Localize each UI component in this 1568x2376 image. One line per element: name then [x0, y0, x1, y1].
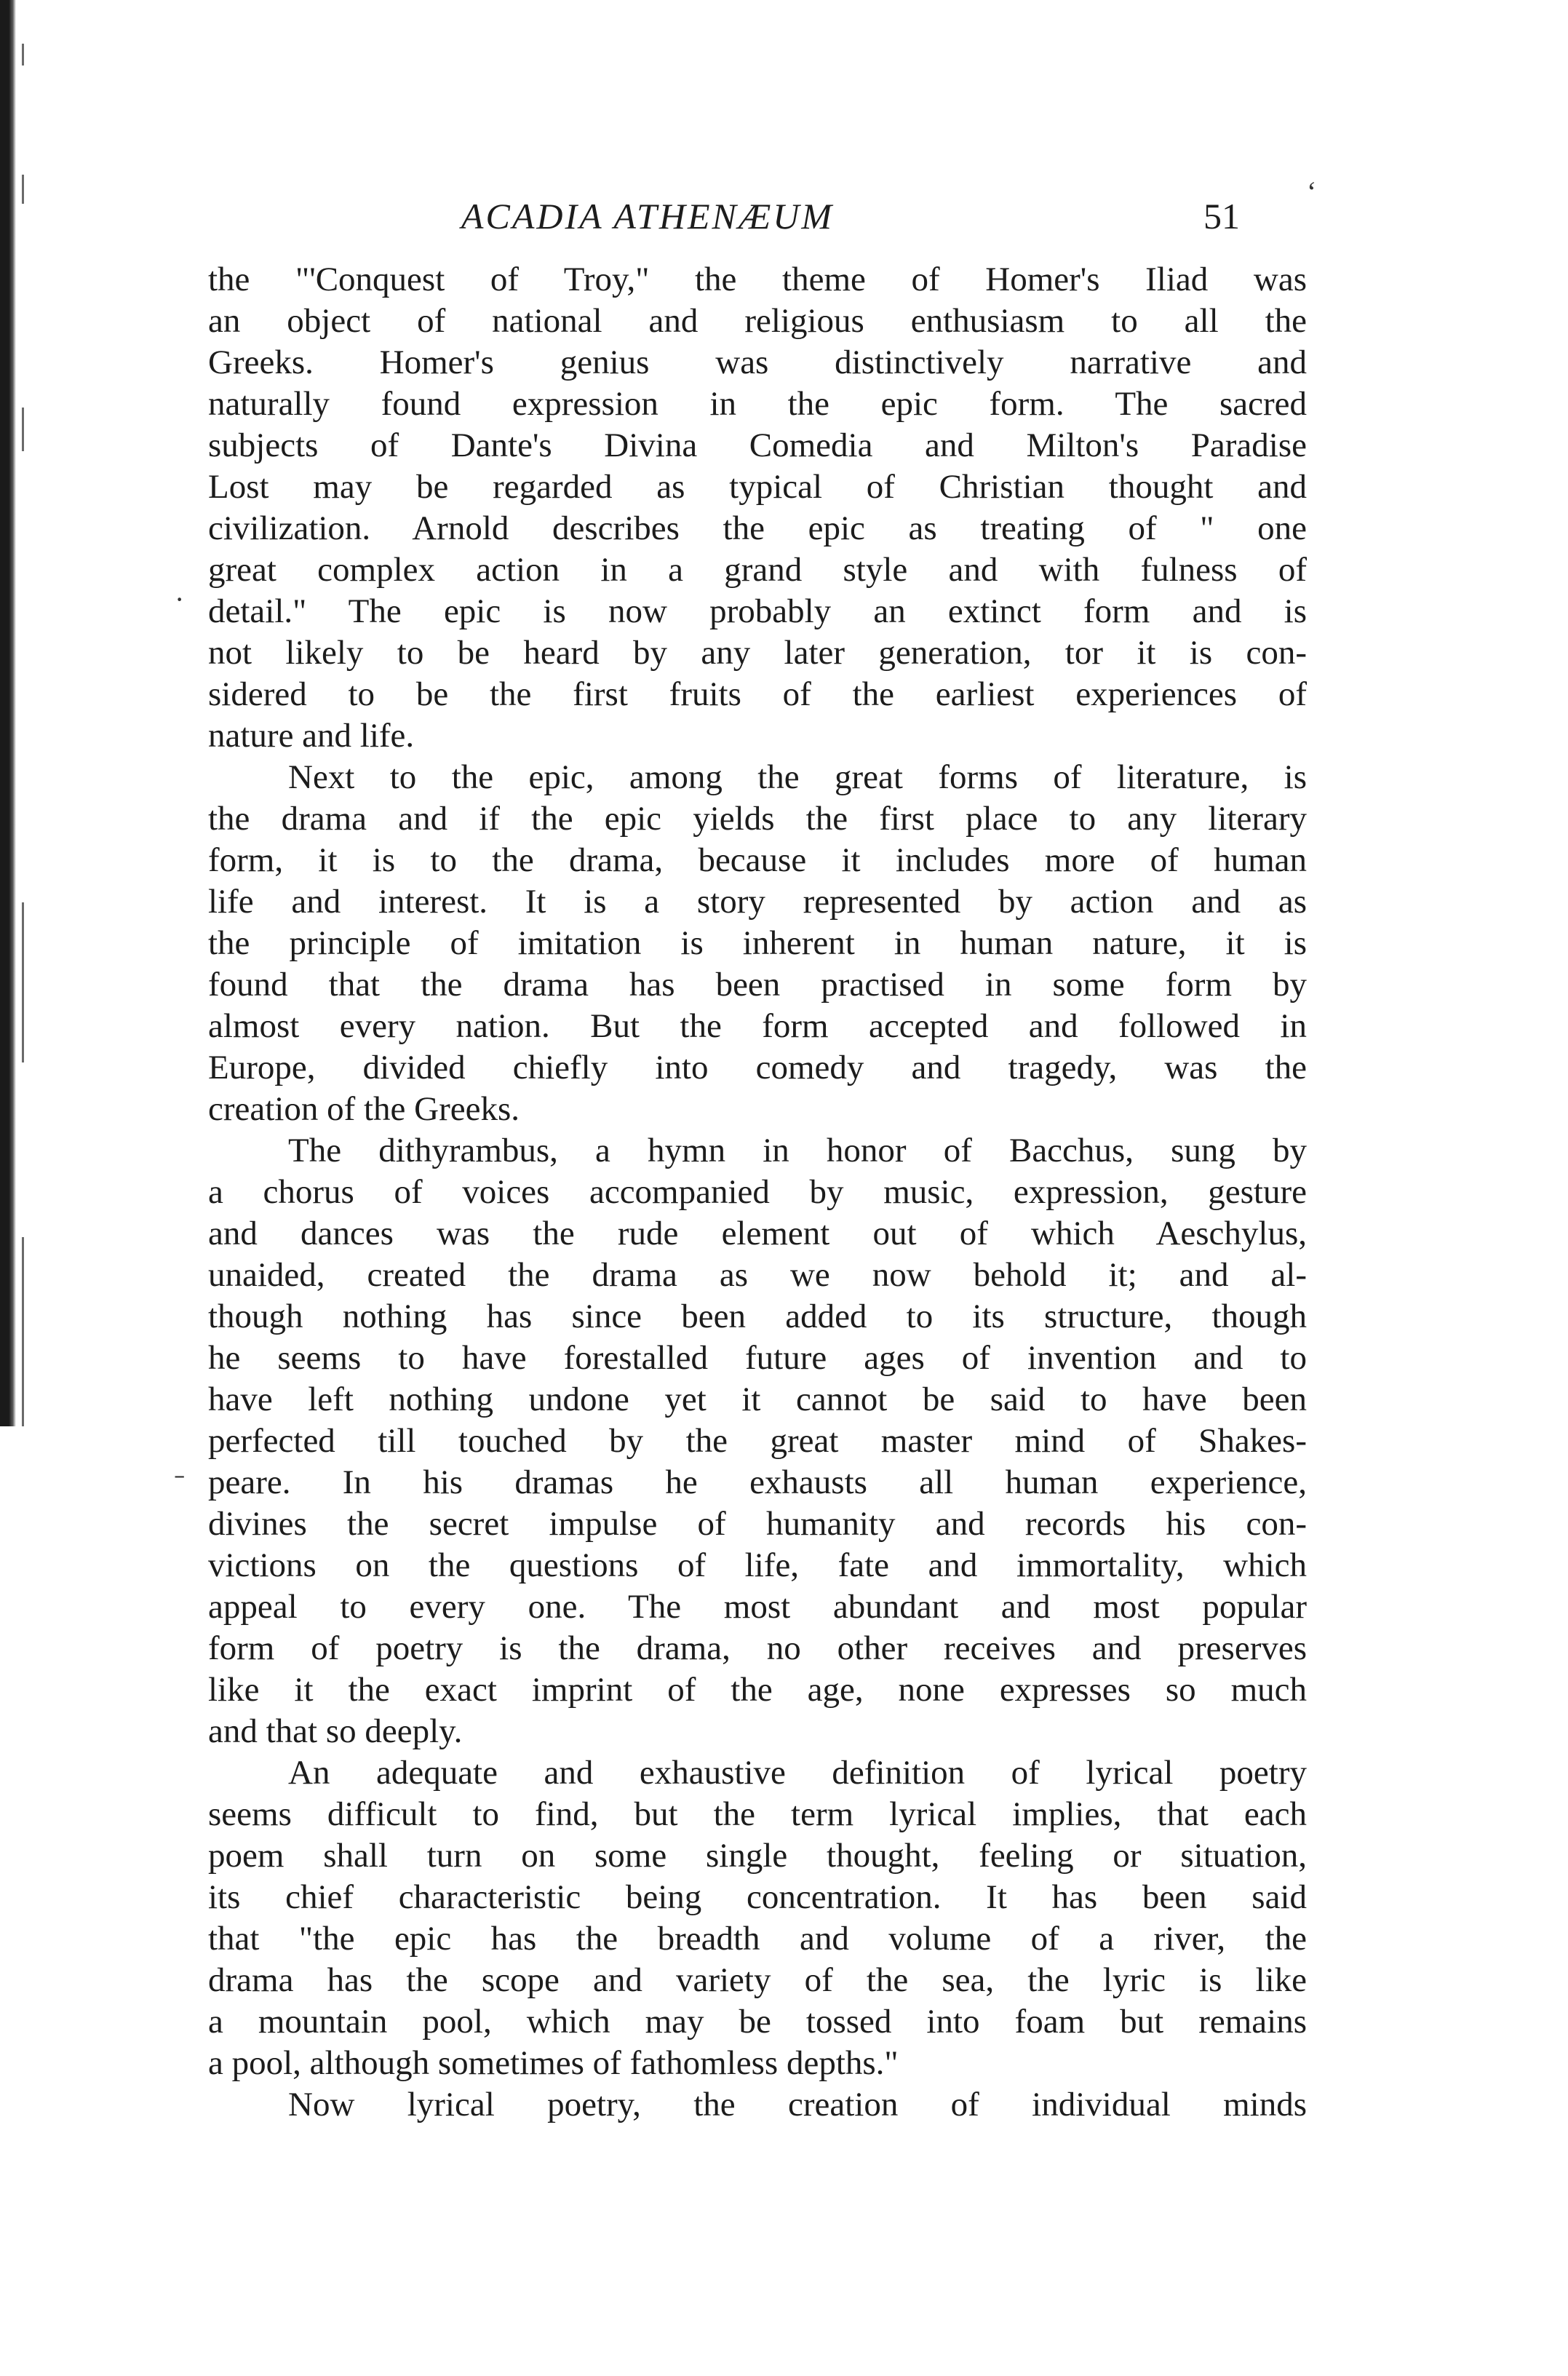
- text-line: unaided, created the drama as we now behold it; and al-: [208, 1256, 1307, 1294]
- text-line: detail." The epic is now probably an extinct form and is: [208, 592, 1307, 630]
- text-line: a mountain pool, which may be tossed into foam but remains: [208, 2003, 1307, 2041]
- text-line: Europe, divided chiefly into comedy and tragedy, was the: [208, 1049, 1307, 1086]
- margin-mark: ˗: [175, 1456, 185, 1489]
- page-number: 51: [1203, 196, 1240, 237]
- text-line: sidered to be the first fruits of the earliest experiences of: [208, 675, 1307, 713]
- body-text: [208, 259, 1307, 2126]
- paragraph: [208, 259, 1307, 757]
- paragraph: [208, 757, 1307, 1130]
- text-line: have left nothing undone yet it cannot be said to have been: [208, 1380, 1307, 1418]
- text-line: the principle of imitation is inherent in human nature, it is: [208, 924, 1307, 962]
- text-line: civilization. Arnold describes the epic as treating of " one: [208, 509, 1307, 547]
- binding-speck: [22, 408, 24, 451]
- text-line: like it the exact imprint of the age, none expresses so much: [208, 1671, 1307, 1709]
- text-line: perfected till touched by the great master mind of Shakes-: [208, 1422, 1307, 1460]
- text-line: a pool, although sometimes of fathomless depths.": [208, 2044, 899, 2082]
- text-line: nature and life.: [208, 717, 415, 755]
- text-line: subjects of Dante's Divina Comedia and Milton's Paradise: [208, 426, 1307, 464]
- paragraph: [208, 2084, 1307, 2126]
- binding-speck: [22, 44, 24, 65]
- margin-mark: ·: [175, 583, 185, 616]
- text-line: form, it is to the drama, because it includes more of human: [208, 841, 1307, 879]
- text-line: life and interest. It is a story represented by action and as: [208, 883, 1307, 921]
- text-line: and that so deeply.: [208, 1712, 463, 1750]
- text-line: the drama and if the epic yields the first place to any literary: [208, 800, 1307, 838]
- text-line: An adequate and exhaustive definition of lyrical poetry: [288, 1754, 1307, 1792]
- paragraph: [208, 1752, 1307, 2084]
- text-line: naturally found expression in the epic form. The sacred: [208, 385, 1307, 423]
- text-line: found that the drama has been practised in some form by: [208, 966, 1307, 1004]
- text-line: an object of national and religious enthusiasm to all the: [208, 302, 1307, 340]
- text-line: he seems to have forestalled future ages of invention and to: [208, 1339, 1307, 1377]
- text-line: drama has the scope and variety of the sea, the lyric is like: [208, 1961, 1307, 1999]
- text-line: great complex action in a grand style and with fulness of: [208, 551, 1307, 589]
- text-line: almost every nation. But the form accepted and followed in: [208, 1007, 1307, 1045]
- text-line: Now lyrical poetry, the creation of individual minds: [288, 2086, 1307, 2123]
- text-line: and dances was the rude element out of which Aeschylus,: [208, 1215, 1307, 1252]
- text-line: seems difficult to find, but the term lyrical implies, that each: [208, 1795, 1307, 1833]
- text-line: The dithyrambus, a hymn in honor of Bacchus, sung by: [288, 1132, 1307, 1169]
- running-title: ACADIA ATHENÆUM: [461, 196, 835, 237]
- binding-speck: [22, 902, 24, 1062]
- text-line: Next to the epic, among the great forms of literature, is: [288, 758, 1307, 796]
- text-line: though nothing has since been added to its structure, though: [208, 1298, 1307, 1335]
- text-line: creation of the Greeks.: [208, 1090, 520, 1128]
- text-line: form of poetry is the drama, no other receives and preserves: [208, 1629, 1307, 1667]
- text-line: poem shall turn on some single thought, feeling or situation,: [208, 1837, 1307, 1875]
- text-line: the "'Conquest of Troy," the theme of Homer's Iliad was: [208, 261, 1307, 298]
- text-line: its chief characteristic being concentration. It has been said: [208, 1878, 1307, 1916]
- text-line: Greeks. Homer's genius was distinctively narrative and: [208, 343, 1307, 381]
- text-line: appeal to every one. The most abundant and most popular: [208, 1588, 1307, 1626]
- text-line: peare. In his dramas he exhausts all human experience,: [208, 1463, 1307, 1501]
- text-line: not likely to be heard by any later generation, tor it is con-: [208, 634, 1307, 672]
- text-line: divines the secret impulse of humanity and records his con-: [208, 1505, 1307, 1543]
- text-line: that "the epic has the breadth and volume of a river, the: [208, 1920, 1307, 1958]
- text-line: a chorus of voices accompanied by music, expression, gesture: [208, 1173, 1307, 1211]
- text-line: Lost may be regarded as typical of Christian thought and: [208, 468, 1307, 506]
- paragraph: [208, 1130, 1307, 1752]
- text-line: victions on the questions of life, fate and immortality, which: [208, 1546, 1307, 1584]
- margin-mark: ‘: [1307, 175, 1317, 208]
- binding-speck: [22, 1237, 24, 1426]
